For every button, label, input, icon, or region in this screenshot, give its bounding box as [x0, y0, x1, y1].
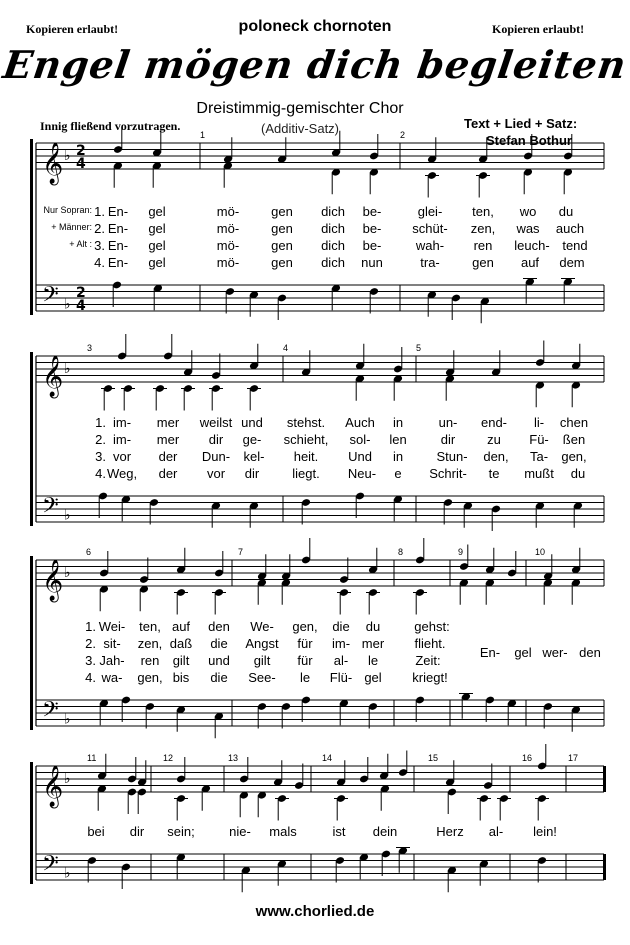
voice-label: Nur Sopran: — [43, 205, 92, 215]
verse-line — [0, 670, 630, 686]
flat-key-signature: ♭ — [64, 865, 71, 882]
lyric-syllable: lein! — [533, 824, 557, 839]
lyric-syllable: See- — [248, 670, 276, 685]
credit-label: Text + Lied + Satz: — [464, 116, 578, 131]
lyric-syllable: be- — [362, 204, 382, 219]
lyric-syllable: mußt — [524, 466, 554, 481]
lyrics-system-1 — [0, 204, 630, 274]
verse-line — [0, 432, 630, 448]
lyric-syllable: weilst — [199, 415, 233, 430]
lyric-syllable: du — [570, 466, 586, 481]
lyric-syllable: heit. — [293, 449, 319, 464]
verse-line — [0, 449, 630, 465]
lyric-syllable: gel — [148, 255, 166, 270]
lyric-syllable: gel — [148, 238, 166, 253]
lyric-syllable: Herz — [436, 824, 464, 839]
lyric-syllable: im- — [331, 636, 351, 651]
lyric-syllable: nie- — [229, 824, 251, 839]
lyric-syllable: En- — [479, 645, 501, 660]
bass-clef-icon: 𝄢 — [42, 697, 59, 728]
measure-number: 16 — [522, 753, 533, 763]
lyric-syllable: vor — [206, 466, 226, 481]
lyric-syllable: gen, — [561, 449, 587, 464]
time-signature: 2 — [76, 285, 86, 301]
measure-number: 3 — [87, 343, 93, 353]
verse-line — [0, 466, 630, 482]
lyric-syllable: end- — [480, 415, 508, 430]
lyric-syllable: be- — [362, 238, 382, 253]
lyric-syllable: und — [241, 415, 263, 430]
lyric-syllable: Und — [348, 449, 372, 464]
lyric-syllable: dich — [321, 238, 345, 253]
voice-label: + Alt : — [69, 239, 92, 249]
lyric-syllable: un- — [438, 415, 458, 430]
lyric-syllable: vor — [112, 449, 132, 464]
lyric-syllable: ren — [140, 653, 160, 668]
measure-number: 7 — [238, 547, 244, 557]
lyric-syllable: der — [158, 466, 178, 481]
lyric-syllable: Ta- — [529, 449, 549, 464]
lyric-syllable: ge- — [242, 432, 262, 447]
flat-key-signature: ♭ — [64, 507, 71, 524]
measure-number: 15 — [428, 753, 439, 763]
lyric-syllable: wah- — [415, 238, 445, 253]
treble-clef-icon: 𝄞 — [42, 356, 64, 397]
lyric-syllable: den — [208, 619, 230, 634]
verse-number: 3. — [94, 238, 105, 253]
verse-number: 2. — [95, 432, 106, 447]
treble-clef-icon: 𝄞 — [42, 143, 64, 184]
lyrics-system-3 — [0, 619, 630, 689]
lyric-syllable: Auch — [345, 415, 375, 430]
lyric-syllable: te — [488, 466, 500, 481]
measure-number: 13 — [228, 753, 239, 763]
lyric-syllable: in — [392, 449, 404, 464]
lyric-syllable: dir — [208, 432, 224, 447]
lyric-syllable: zen, — [137, 636, 163, 651]
lyric-syllable: du — [558, 204, 574, 219]
lyric-syllable: und — [208, 653, 230, 668]
lyric-syllable: kriegt! — [412, 670, 448, 685]
lyric-syllable: Wei- — [98, 619, 126, 634]
lyric-syllable: wa- — [101, 670, 123, 685]
lyrics-system-2 — [0, 415, 630, 485]
lyric-syllable: gel — [148, 221, 166, 236]
lyric-syllable: We- — [250, 619, 274, 634]
lyric-syllable: nun — [361, 255, 383, 270]
tempo-marking: Innig fließend vorzutragen. — [40, 119, 181, 133]
voice-label: + Männer: — [51, 222, 92, 232]
lyric-syllable: wer- — [542, 645, 568, 660]
lyric-syllable: was — [516, 221, 540, 236]
lyric-syllable: dich — [321, 255, 345, 270]
copy-note-right: Kopieren erlaubt! — [492, 22, 585, 36]
verse-line — [0, 415, 630, 431]
lyric-syllable: sein; — [167, 824, 195, 839]
lyric-syllable: kel- — [243, 449, 265, 464]
lyric-syllable: die — [210, 670, 228, 685]
lyric-syllable: gen — [472, 255, 494, 270]
lyric-syllable: le — [299, 670, 311, 685]
measure-number: 14 — [322, 753, 333, 763]
lyric-syllable: schieht, — [283, 432, 329, 447]
measure-number: 11 — [87, 753, 97, 763]
lyric-syllable: schüt- — [412, 221, 448, 236]
flat-key-signature: ♭ — [64, 771, 71, 787]
lyric-syllable: bei — [87, 824, 105, 839]
lyric-syllable: En- — [107, 238, 129, 253]
lyric-syllable: der — [158, 449, 178, 464]
lyric-syllable: li- — [533, 415, 545, 430]
verse-number: 4. — [95, 466, 106, 481]
lyric-syllable: mer — [156, 432, 180, 447]
lyric-syllable: Flü- — [329, 670, 353, 685]
lyric-syllable: die — [210, 636, 228, 651]
lyric-syllable: ist — [332, 824, 346, 839]
lyric-syllable: dich — [321, 204, 345, 219]
time-signature: 2 — [76, 143, 86, 159]
verse-line — [0, 204, 630, 220]
verse-number: 3. — [85, 653, 96, 668]
lyric-syllable: ßen — [562, 432, 586, 447]
lyric-syllable: leuch- — [514, 238, 550, 253]
lyric-syllable: den — [579, 645, 601, 660]
lyric-syllable: tra- — [420, 255, 440, 270]
lyric-syllable: Neu- — [347, 466, 377, 481]
lyric-syllable: auch — [555, 221, 585, 236]
lyric-syllable: tend — [562, 238, 588, 253]
credit-author: Stefan Bothur — [486, 133, 572, 148]
time-signature: 4 — [76, 298, 86, 314]
measure-number: 4 — [283, 343, 289, 353]
measure-number: 5 — [416, 343, 422, 353]
final-barline — [603, 766, 606, 792]
lyric-syllable: gen — [271, 255, 293, 270]
verse-line — [0, 238, 630, 254]
measure-number: 1 — [200, 130, 206, 140]
lyric-syllable: ten, — [472, 204, 494, 219]
verse-number: 4. — [94, 255, 105, 270]
lyric-syllable: al- — [488, 824, 504, 839]
lyrics-system-4 — [0, 824, 630, 844]
lyric-syllable: stehst. — [286, 415, 326, 430]
lyric-syllable: ren — [473, 238, 493, 253]
lyric-syllable: mer — [361, 636, 385, 651]
lyric-syllable: dem — [559, 255, 585, 270]
measure-number: 17 — [568, 753, 579, 763]
lyric-syllable: dir — [244, 466, 260, 481]
lyric-syllable: al- — [333, 653, 349, 668]
lyric-syllable: sit- — [103, 636, 121, 651]
treble-clef-icon: 𝄞 — [42, 560, 64, 601]
lyric-syllable: mö- — [216, 238, 240, 253]
final-barline — [603, 854, 606, 880]
lyric-syllable: gen — [271, 221, 293, 236]
lyric-syllable: gen — [271, 238, 293, 253]
flat-key-signature: ♭ — [64, 296, 71, 313]
copy-note-left: Kopieren erlaubt! — [26, 22, 119, 36]
lyric-syllable: gilt — [172, 653, 190, 668]
lyric-syllable: liegt. — [292, 466, 320, 481]
lyric-syllable: du — [365, 619, 381, 634]
lyric-syllable: auf — [171, 619, 191, 634]
measure-number: 12 — [163, 753, 174, 763]
lyric-syllable: gilt — [253, 653, 271, 668]
verse-line — [0, 619, 630, 635]
verse-line — [0, 255, 630, 271]
lyric-syllable: glei- — [417, 204, 443, 219]
verse-number: 1. — [95, 415, 106, 430]
measure-number: 6 — [86, 547, 92, 557]
lyric-syllable: flieht. — [414, 636, 446, 651]
lyric-syllable: Dun- — [201, 449, 231, 464]
lyric-syllable: wo — [519, 204, 537, 219]
lyric-syllable: ten, — [139, 619, 161, 634]
measure-number: 8 — [398, 547, 404, 557]
verse-number: 4. — [85, 670, 96, 685]
lyric-syllable: für — [297, 653, 313, 668]
lyric-syllable: für — [297, 636, 313, 651]
lyric-syllable: zen, — [470, 221, 496, 236]
lyric-syllable: dein — [372, 824, 398, 839]
lyric-syllable: gen, — [292, 619, 318, 634]
verse-line — [0, 824, 630, 840]
lyric-syllable: sol- — [349, 432, 371, 447]
lyric-syllable: le — [367, 653, 379, 668]
lyric-syllable: daß — [169, 636, 193, 651]
lyric-syllable: Schrit- — [429, 466, 467, 481]
lyric-syllable: den, — [483, 449, 509, 464]
lyric-syllable: auf — [520, 255, 540, 270]
verse-line — [0, 221, 630, 237]
flat-key-signature: ♭ — [64, 148, 71, 164]
lyric-syllable: bis — [172, 670, 190, 685]
bass-clef-icon: 𝄢 — [42, 282, 59, 313]
time-signature: 4 — [76, 156, 86, 172]
lyric-syllable: dir — [129, 824, 145, 839]
lyric-syllable: be- — [362, 221, 382, 236]
lyric-syllable: gel — [364, 670, 382, 685]
flat-key-signature: ♭ — [64, 361, 71, 377]
publisher-name: poloneck chornoten — [238, 18, 392, 35]
measure-number: 9 — [458, 547, 464, 557]
lyric-syllable: dir — [440, 432, 456, 447]
flat-key-signature: ♭ — [64, 711, 71, 728]
lyric-syllable: e — [394, 466, 402, 481]
lyric-syllable: gel — [514, 645, 532, 660]
lyric-syllable: En- — [107, 221, 129, 236]
song-title: Engel mögen dich begleiten — [0, 42, 630, 87]
lyric-syllable: Stun- — [436, 449, 468, 464]
lyric-syllable: mö- — [216, 255, 240, 270]
refrain-line — [0, 645, 630, 661]
lyric-syllable: chen — [559, 415, 589, 430]
verse-number: 2. — [94, 221, 105, 236]
lyric-syllable: Weg, — [106, 466, 138, 481]
verse-number: 1. — [85, 619, 96, 634]
lyric-syllable: zu — [487, 432, 501, 447]
lyric-syllable: Jah- — [99, 653, 125, 668]
lyric-syllable: gen — [271, 204, 293, 219]
lyric-syllable: in — [392, 415, 404, 430]
treble-clef-icon: 𝄞 — [42, 766, 64, 807]
lyric-syllable: im- — [112, 415, 132, 430]
lyric-syllable: gehst: — [414, 619, 450, 634]
lyric-syllable: mals — [269, 824, 297, 839]
footer-url[interactable]: www.chorlied.de — [255, 903, 375, 920]
verse-number: 1. — [94, 204, 105, 219]
lyric-syllable: im- — [112, 432, 132, 447]
lyric-syllable: gel — [148, 204, 166, 219]
lyric-syllable: gen, — [137, 670, 163, 685]
system-bracket — [30, 762, 33, 884]
measure-number: 10 — [535, 547, 546, 557]
verse-number: 3. — [95, 449, 106, 464]
choir-setting: Dreistimmig-gemischter Chor — [196, 100, 404, 117]
lyric-syllable: En- — [107, 204, 129, 219]
lyric-syllable: dich — [321, 221, 345, 236]
lyric-syllable: Angst — [245, 636, 279, 651]
bass-clef-icon: 𝄢 — [42, 851, 59, 882]
lyric-syllable: Fü- — [529, 432, 549, 447]
lyric-syllable: die — [332, 619, 350, 634]
lyric-syllable: Zeit: — [415, 653, 441, 668]
lyric-syllable: mer — [156, 415, 180, 430]
lyric-syllable: mö- — [216, 204, 240, 219]
edition-note: (Additiv-Satz) — [260, 121, 340, 136]
bass-clef-icon: 𝄢 — [42, 493, 59, 524]
measure-number: 2 — [400, 130, 406, 140]
lyric-syllable: mö- — [216, 221, 240, 236]
lyric-syllable: len — [389, 432, 407, 447]
lyric-syllable: En- — [107, 255, 129, 270]
verse-number: 2. — [85, 636, 96, 651]
flat-key-signature: ♭ — [64, 565, 71, 581]
